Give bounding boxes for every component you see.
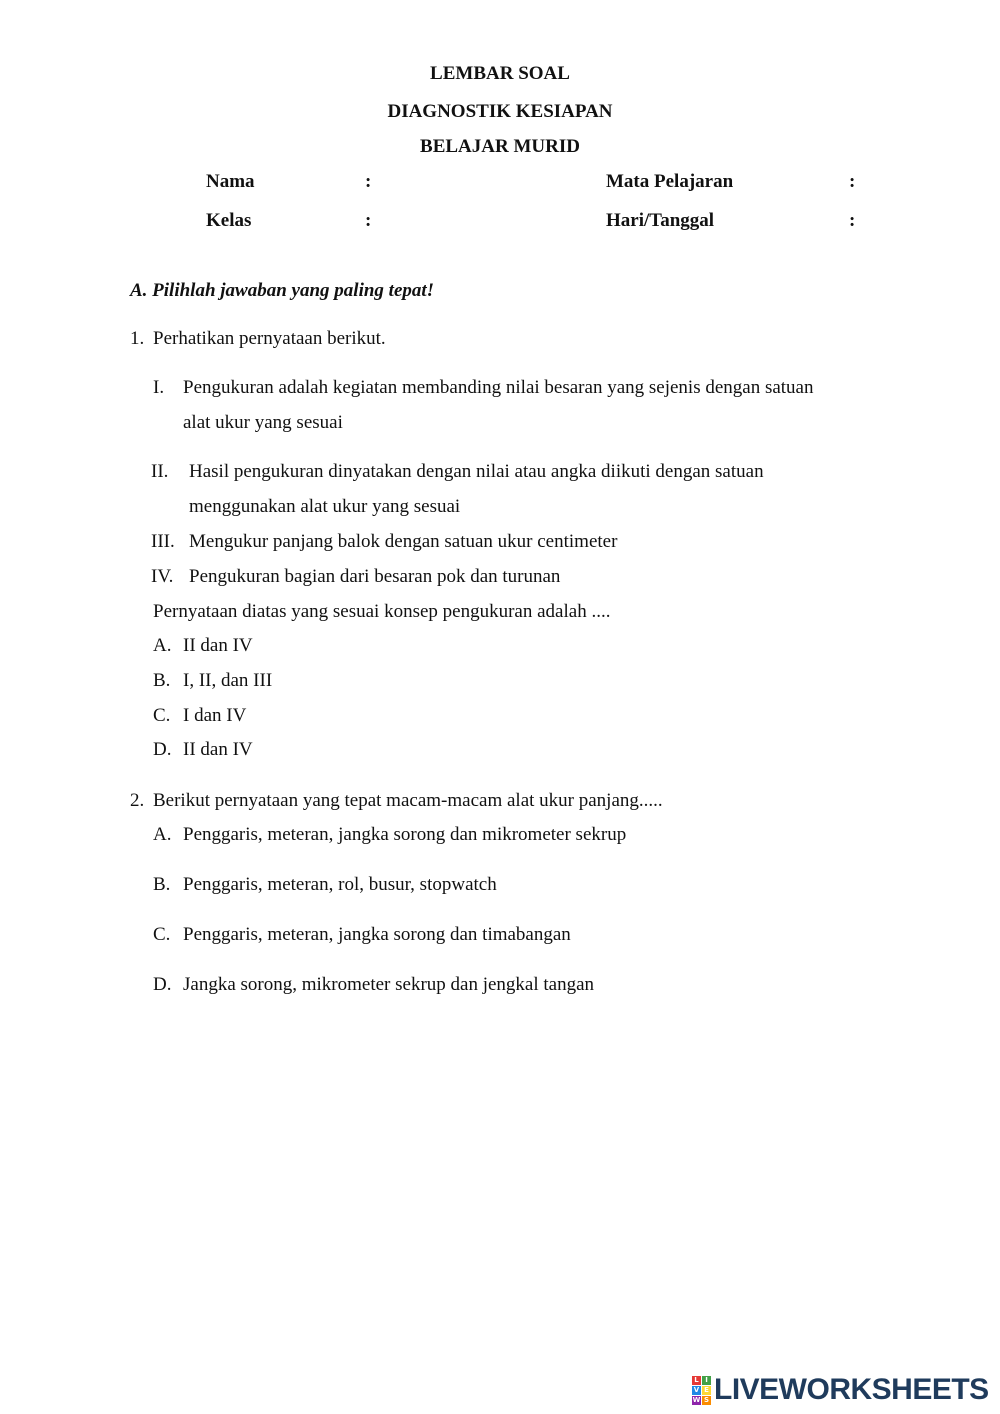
q1-number: 1. [130,328,145,349]
q1-option-d-letter[interactable]: D. [153,739,172,760]
q1-statement-1-line-1: Pengukuran adalah kegiatan membanding nilai besaran yang sejenis dengan satuan [183,377,814,398]
q1-statement-2-line-1: Hasil pengukuran dinyatakan dengan nilai atau angka diikuti dengan satuan [189,461,764,482]
title-line-1: LEMBAR SOAL [430,63,570,84]
q1-option-a-letter[interactable]: A. [153,635,172,656]
logo-tile-icon: V [693,1385,700,1394]
q1-stem: Perhatikan pernyataan berikut. [153,328,386,349]
liveworksheets-logo-icon [692,1376,711,1405]
title-line-2: DIAGNOSTIK KESIAPAN [387,101,613,122]
q1-statement-1-line-2: alat ukur yang sesuai [183,412,343,433]
logo-tile-icon: S [703,1395,710,1404]
q2-option-d-letter[interactable]: D. [153,974,172,995]
tanggal-colon: : [849,210,856,231]
q2-option-d-text[interactable]: Jangka sorong, mikrometer sekrup dan jengkal tangan [183,974,595,995]
q2-option-b-letter[interactable]: B. [153,874,171,895]
q1-option-c-text[interactable]: I dan IV [183,705,247,726]
mapel-label: Mata Pelajaran [606,171,734,192]
q1-question: Pernyataan diatas yang sesuai konsep pengukuran adalah .... [153,601,611,622]
nama-colon: : [365,171,372,192]
q1-statement-1-numeral: I. [153,377,165,398]
q2-option-c-letter[interactable]: C. [153,924,171,945]
liveworksheets-wordmark: LIVEWORKSHEETS [714,1373,989,1406]
q1-option-b-text[interactable]: I, II, dan III [183,670,273,691]
q2-stem: Berikut pernyataan yang tepat macam-macam alat ukur panjang..... [153,790,663,811]
q1-option-d-text[interactable]: II dan IV [183,739,253,760]
q2-option-a-text[interactable]: Penggaris, meteran, jangka sorong dan mikrometer sekrup [183,824,627,845]
q1-option-b-letter[interactable]: B. [153,670,171,691]
logo-tile-icon: L [692,1376,701,1385]
nama-label: Nama [206,171,255,192]
q1-statement-4-numeral: IV. [151,566,174,587]
liveworksheets-logo [692,1374,989,1406]
q1-statement-4-line-1: Pengukuran bagian dari besaran pok dan turunan [189,566,561,587]
tanggal-label: Hari/Tanggal [606,210,715,231]
kelas-colon: : [365,210,372,231]
q1-statement-3-numeral: III. [151,531,175,552]
q2-option-c-text[interactable]: Penggaris, meteran, jangka sorong dan timabangan [183,924,571,945]
q1-statement-2-line-2: menggunakan alat ukur yang sesuai [189,496,461,517]
logo-tile-icon: I [702,1376,711,1385]
logo-tile-icon: W [692,1395,701,1404]
q2-number: 2. [130,790,145,811]
q1-option-a-text[interactable]: II dan IV [183,635,253,656]
title-line-3: BELAJAR MURID [420,136,580,157]
mapel-colon: : [849,171,856,192]
section-a-instruction: A. Pilihlah jawaban yang paling tepat! [130,280,435,301]
kelas-label: Kelas [206,210,252,231]
q2-option-a-letter[interactable]: A. [153,824,172,845]
q1-statement-3-line-1: Mengukur panjang balok dengan satuan ukur centimeter [189,531,618,552]
q1-statement-2-numeral: II. [151,461,169,482]
q1-option-c-letter[interactable]: C. [153,705,171,726]
logo-tile-icon: E [702,1386,711,1395]
q2-option-b-text[interactable]: Penggaris, meteran, rol, busur, stopwatch [183,874,497,895]
